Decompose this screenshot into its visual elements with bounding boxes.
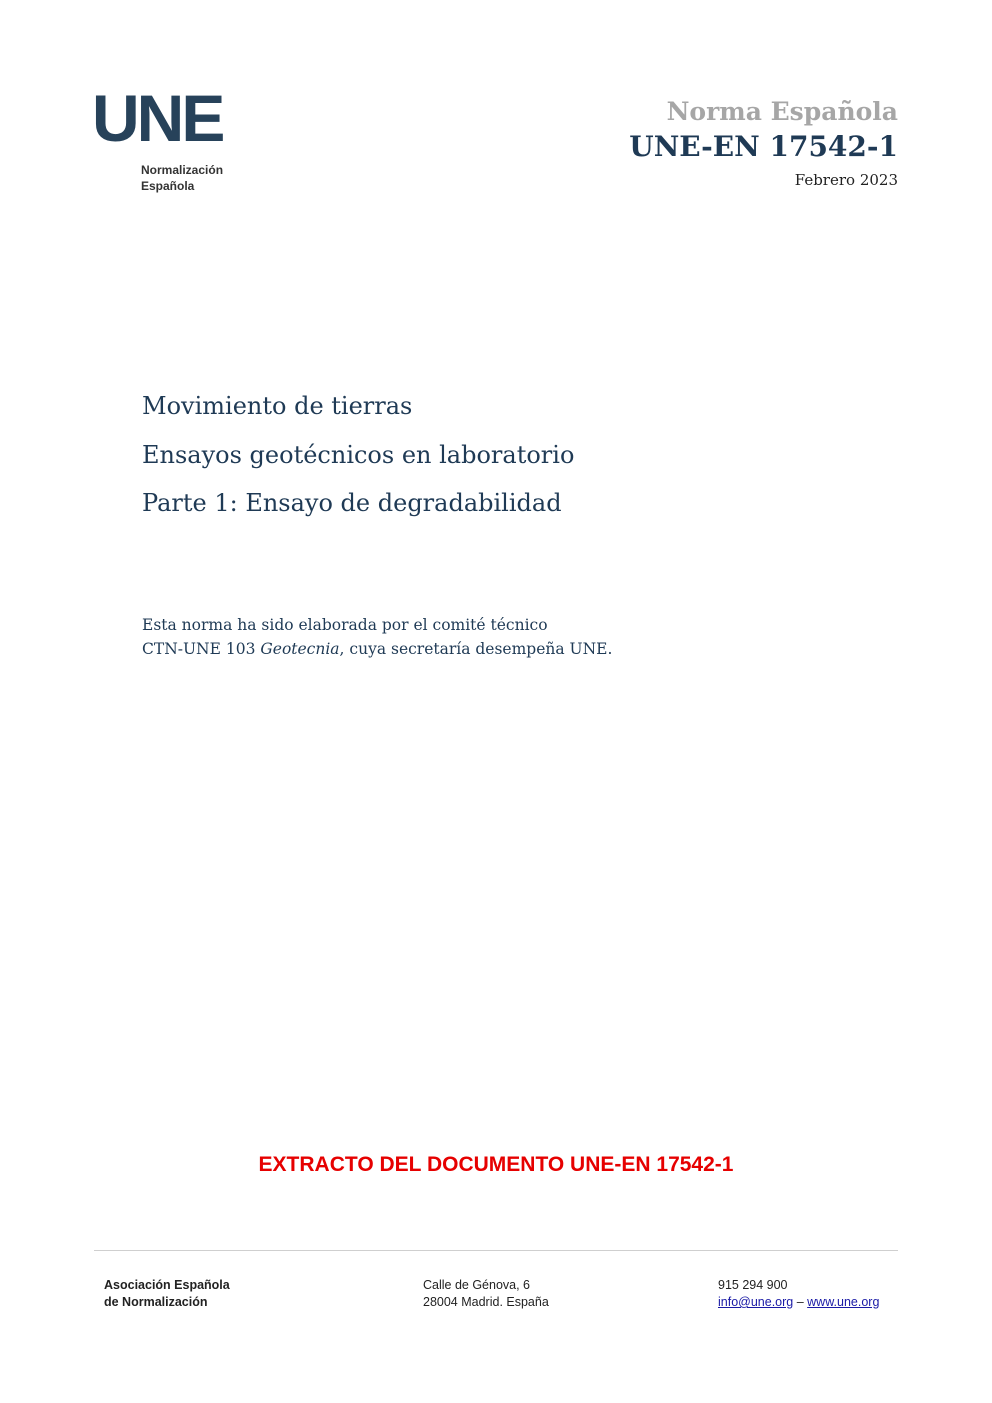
phone-number: 915 294 900 [718,1278,788,1292]
link-separator: – [793,1295,808,1309]
logo-brand: UNE [92,81,223,155]
logo-subtitle-line2: Española [141,179,195,193]
extract-notice: EXTRACTO DEL DOCUMENTO UNE-EN 17542-1 [258,1153,734,1176]
header-block [629,96,898,194]
org-line-1: Asociación Española [104,1278,230,1292]
une-logo [92,81,252,198]
publication-date: Febrero 2023 [794,171,898,189]
email-link[interactable]: info@une.org [718,1295,794,1309]
footer-address [423,1277,549,1311]
committee-name: Geotecnia [260,640,340,658]
title-line-3: Parte 1: Ensayo de degradabilidad [142,489,562,517]
committee-code: CTN-UNE 103 [142,640,261,658]
committee-secretariat: , cuya secretaría desempeña UNE. [339,640,613,658]
footer-contact [718,1277,879,1311]
org-line-2: de Normalización [104,1295,208,1309]
website-link[interactable]: www.une.org [807,1295,880,1309]
footer-divider [94,1250,898,1251]
contact-links [718,1294,879,1311]
document-titles [142,382,574,528]
title-line-2: Ensayos geotécnicos en laboratorio [142,440,575,469]
committee-line-2 [142,637,612,661]
address-line-2: 28004 Madrid. España [423,1295,549,1309]
logo-subtitle-line1: Normalización [141,163,224,177]
norma-label: Norma Española [666,97,898,126]
title-line-1: Movimiento de tierras [142,392,413,420]
logo-subtitle [141,162,223,194]
committee-statement [142,613,612,661]
standard-code: UNE-EN 17542-1 [629,130,898,163]
committee-line-1: Esta norma ha sido elaborada por el comité técnico [142,616,548,634]
footer-organization [104,1277,230,1311]
address-line-1: Calle de Génova, 6 [423,1278,531,1292]
